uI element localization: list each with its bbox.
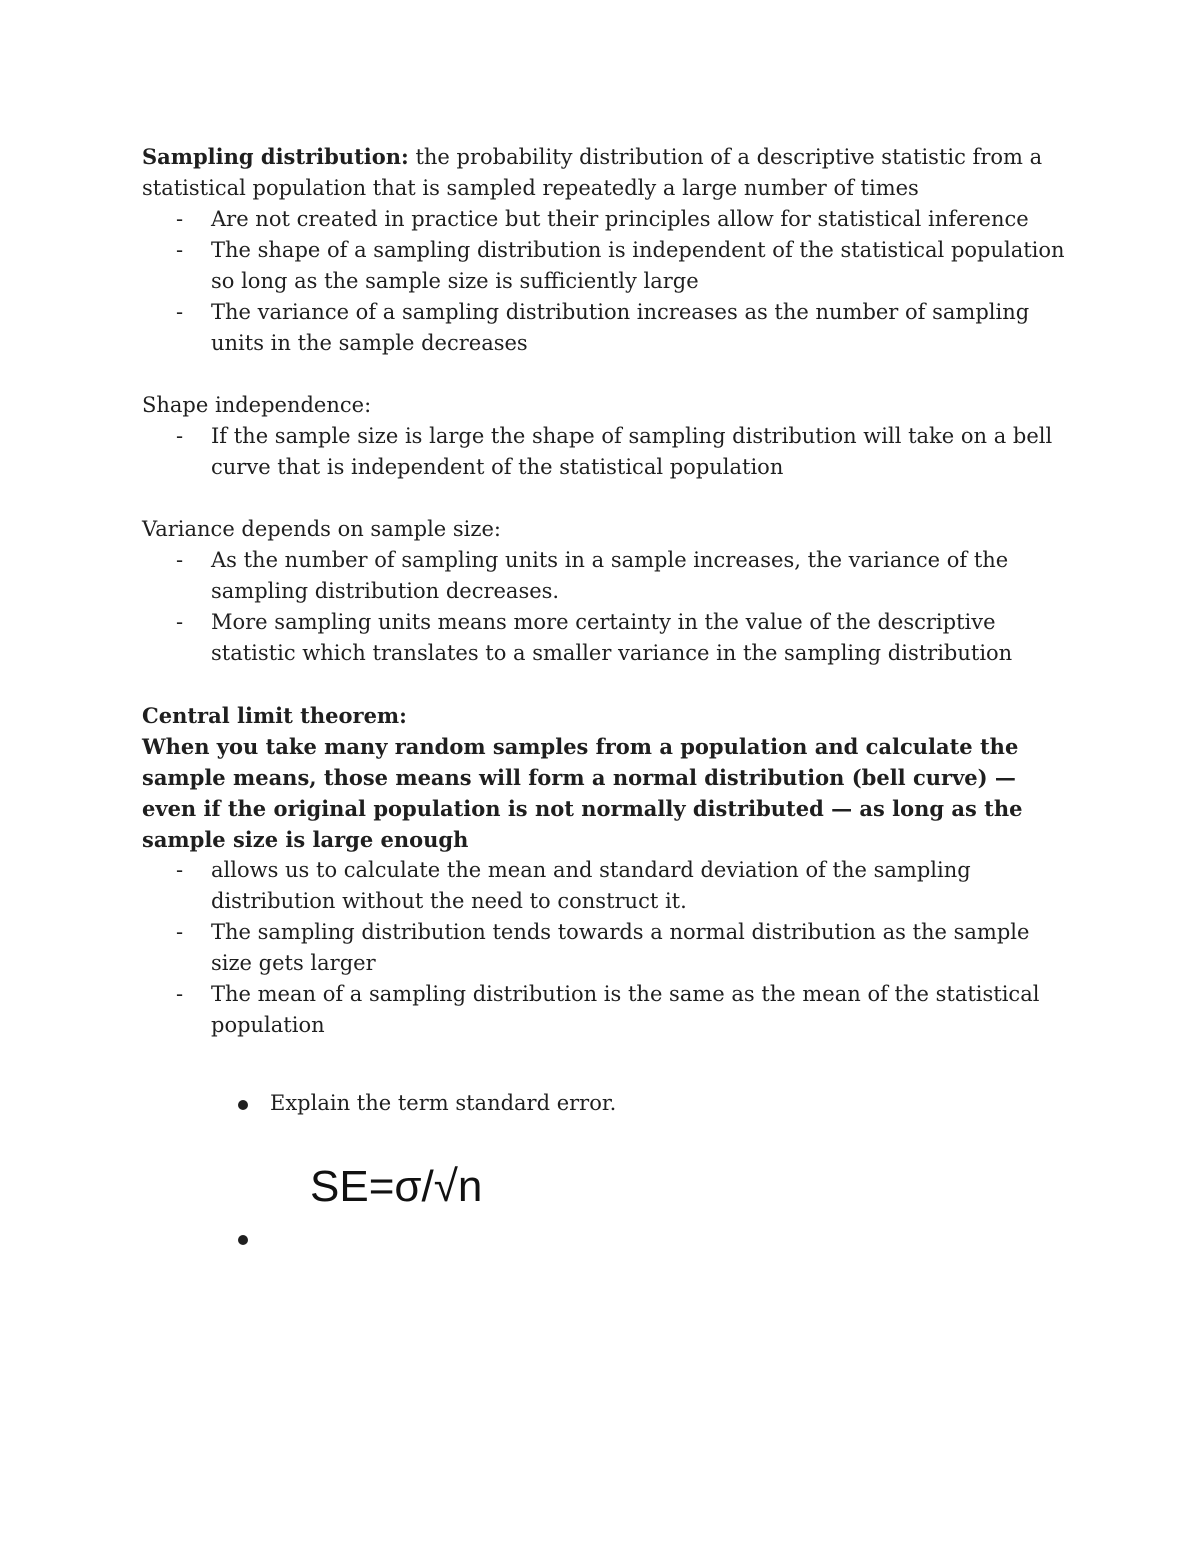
list-item: [142, 855, 1072, 917]
spacer: [142, 483, 1072, 514]
document-page: [142, 141, 1072, 1254]
dash-marker: -: [176, 982, 184, 1006]
sampling-distribution-term: Sampling distribution:: [142, 144, 409, 169]
dash-marker: -: [176, 238, 184, 262]
list-item: [142, 979, 1072, 1041]
question-text: Explain the term standard error.: [270, 1091, 617, 1115]
spacer: [142, 669, 1072, 700]
variance-heading: Variance depends on sample size:: [142, 517, 501, 541]
list-item: [142, 421, 1072, 483]
dash-marker: -: [176, 207, 184, 231]
dash-marker: -: [176, 610, 184, 634]
shape-independence-list: [142, 421, 1072, 483]
list-item-text: The shape of a sampling distribution is independent of the statistical population so long as the sample size is sufficiently large: [211, 238, 1065, 293]
spacer: [142, 359, 1072, 390]
clt-statement: When you take many random samples from a population and calculate the sample means, those means will form a normal distribution (bell curve) — even if the original population is not normally distributed — as long as the sample size is large enough: [142, 734, 1023, 852]
sampling-distribution-list: [142, 204, 1072, 359]
list-item: [142, 204, 1072, 235]
list-item: [142, 235, 1072, 297]
list-item-text: As the number of sampling units in a sample increases, the variance of the sampling distribution decreases.: [211, 548, 1009, 603]
sampling-distribution-text: the probability distribution of a descriptive statistic from a statistical population that is sampled repeatedly a large number of times: [142, 145, 1043, 200]
question-item: [142, 1088, 1072, 1119]
dash-marker: -: [176, 920, 184, 944]
list-item: [142, 545, 1072, 607]
dash-marker: -: [176, 858, 184, 882]
dash-marker: -: [176, 548, 184, 572]
list-item: [142, 607, 1072, 669]
list-item-text: More sampling units means more certainty in the value of the descriptive statistic which translates to a smaller variance in the sampling distribution: [211, 610, 1013, 665]
list-item-text: The mean of a sampling distribution is the same as the mean of the statistical population: [211, 982, 1040, 1037]
question-list: [142, 1088, 1072, 1119]
list-item: [142, 917, 1072, 979]
spacer: [142, 1041, 1072, 1088]
sampling-distribution-definition: [142, 141, 1072, 204]
list-item: [142, 297, 1072, 359]
dash-marker: -: [176, 300, 184, 324]
dash-marker: -: [176, 424, 184, 448]
clt-list: [142, 855, 1072, 1041]
variance-list: [142, 545, 1072, 669]
list-item-text: The variance of a sampling distribution increases as the number of sampling units in the sample decreases: [211, 300, 1030, 355]
list-item-text: allows us to calculate the mean and standard deviation of the sampling distribution without the need to construct it.: [211, 858, 971, 913]
list-item-text: Are not created in practice but their principles allow for statistical inference: [211, 207, 1029, 231]
bullet-dot-icon: [238, 1235, 248, 1245]
shape-independence-heading: Shape independence:: [142, 393, 372, 417]
list-item-text: The sampling distribution tends towards a normal distribution as the sample size gets larger: [211, 920, 1030, 975]
question-list-empty: [142, 1223, 1072, 1254]
standard-error-formula: SE=σ/√n: [310, 1162, 483, 1211]
clt-heading: Central limit theorem:: [142, 703, 407, 728]
list-item-text: If the sample size is large the shape of sampling distribution will take on a bell curve that is independent of the statistical population: [211, 424, 1053, 479]
bullet-dot-icon: [238, 1100, 248, 1110]
empty-bullet-item: [142, 1223, 1072, 1254]
